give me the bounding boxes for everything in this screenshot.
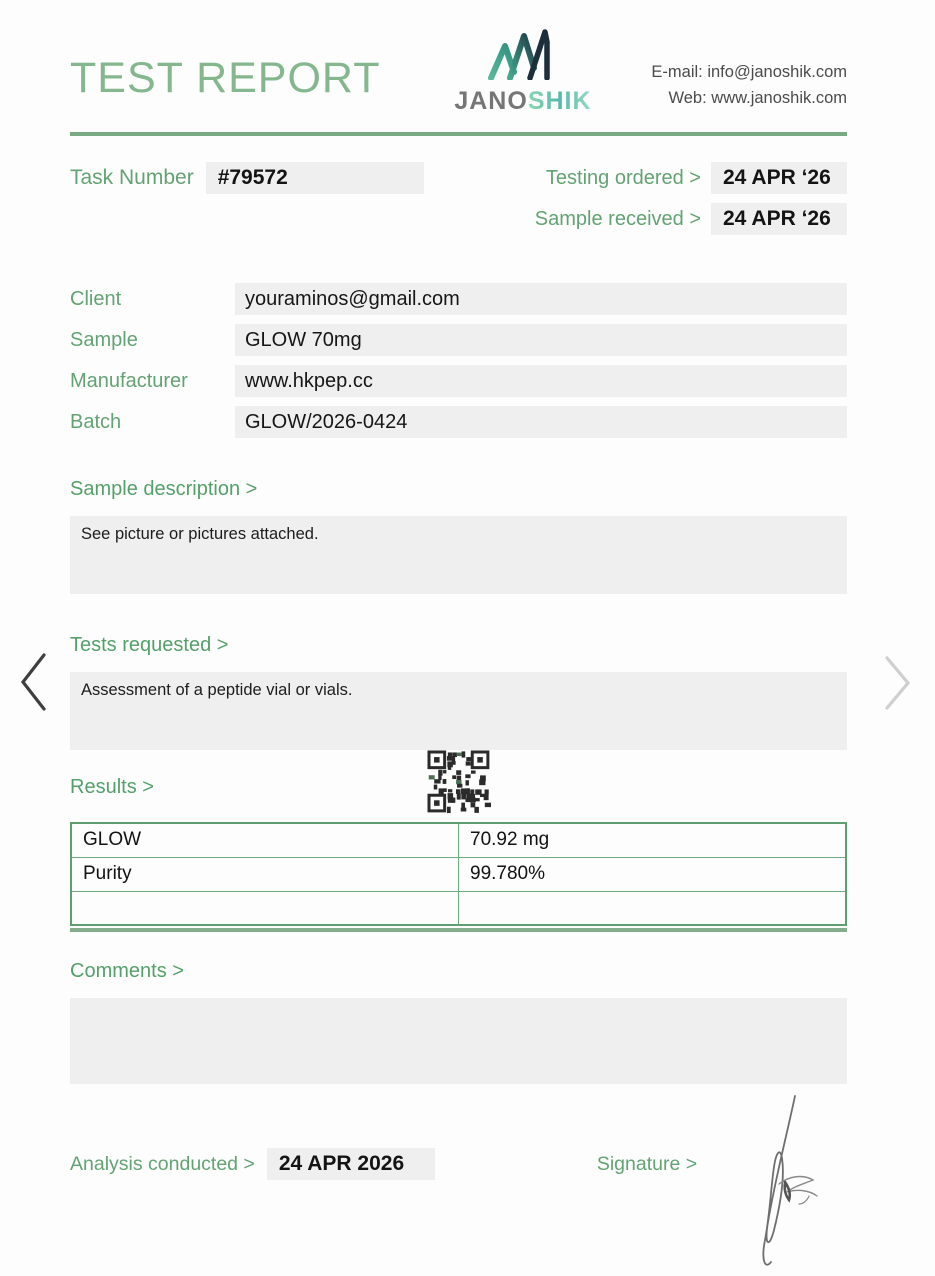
task-number-label: Task Number xyxy=(70,166,194,189)
analysis-conducted-label: Analysis conducted > xyxy=(70,1152,255,1175)
handwritten-signature xyxy=(749,1092,839,1276)
result-name: Purity xyxy=(71,857,459,891)
tests-requested-box: Assessment of a peptide vial or vials. xyxy=(70,672,847,750)
sample-received-label: Sample received > xyxy=(534,207,701,230)
result-value: 70.92 mg xyxy=(459,823,847,857)
table-row xyxy=(71,891,846,925)
sample-received-row xyxy=(535,203,847,235)
qr-code xyxy=(427,750,491,821)
results-heading: Results > xyxy=(70,776,154,798)
result-name: GLOW xyxy=(71,823,459,857)
chevron-right-icon[interactable] xyxy=(879,654,915,717)
manufacturer-label: Manufacturer xyxy=(70,369,188,392)
results-table xyxy=(70,822,847,926)
task-number-value: #79572 xyxy=(206,162,424,194)
analysis-conducted-date: 24 APR 2026 xyxy=(267,1148,435,1180)
contact-block xyxy=(651,60,847,111)
manufacturer-value: www.hkpep.cc xyxy=(235,365,847,397)
table-row xyxy=(71,823,846,857)
contact-email: E-mail: info@janoshik.com xyxy=(651,63,847,81)
testing-ordered-row xyxy=(535,162,847,194)
testing-ordered-date: 24 APR ‘26 xyxy=(711,162,847,194)
table-row xyxy=(71,857,846,891)
sample-value: GLOW 70mg xyxy=(235,324,847,356)
client-label: Client xyxy=(70,287,122,310)
chevron-left-icon[interactable] xyxy=(16,650,52,719)
info-fields xyxy=(70,283,847,438)
page-title: TEST REPORT xyxy=(70,54,381,102)
comments-heading: Comments > xyxy=(70,960,184,982)
sample-received-date: 24 APR ‘26 xyxy=(711,203,847,235)
sample-label: Sample xyxy=(70,328,138,351)
contact-web: Web: www.janoshik.com xyxy=(668,88,847,107)
brand-wordmark xyxy=(454,87,591,116)
tests-requested-heading: Tests requested > xyxy=(70,634,229,656)
result-value xyxy=(459,891,847,925)
brand-word-secondary: SHIK xyxy=(527,87,592,115)
mountain-peaks-icon xyxy=(483,67,563,84)
results-section xyxy=(70,752,847,932)
info-row-client xyxy=(70,283,847,315)
brand-word-primary: JANO xyxy=(454,87,528,115)
brand-logo xyxy=(454,28,591,116)
results-table-underline xyxy=(70,928,847,932)
info-row-batch xyxy=(70,406,847,438)
batch-value: GLOW/2026-0424 xyxy=(235,406,847,438)
signature-label: Signature > xyxy=(596,1152,698,1175)
testing-ordered-label: Testing ordered > xyxy=(545,166,701,189)
report-header xyxy=(70,24,847,116)
client-value: youraminos@gmail.com xyxy=(235,283,847,315)
result-name xyxy=(71,891,459,925)
header-divider xyxy=(70,132,847,136)
task-section xyxy=(70,162,847,235)
batch-label: Batch xyxy=(70,410,122,433)
info-row-manufacturer xyxy=(70,365,847,397)
result-value: 99.780% xyxy=(459,857,847,891)
sample-description-box: See picture or pictures attached. xyxy=(70,516,847,594)
info-row-sample xyxy=(70,324,847,356)
sample-description-heading: Sample description > xyxy=(70,478,258,500)
footer xyxy=(70,1148,847,1180)
comments-box xyxy=(70,998,847,1084)
